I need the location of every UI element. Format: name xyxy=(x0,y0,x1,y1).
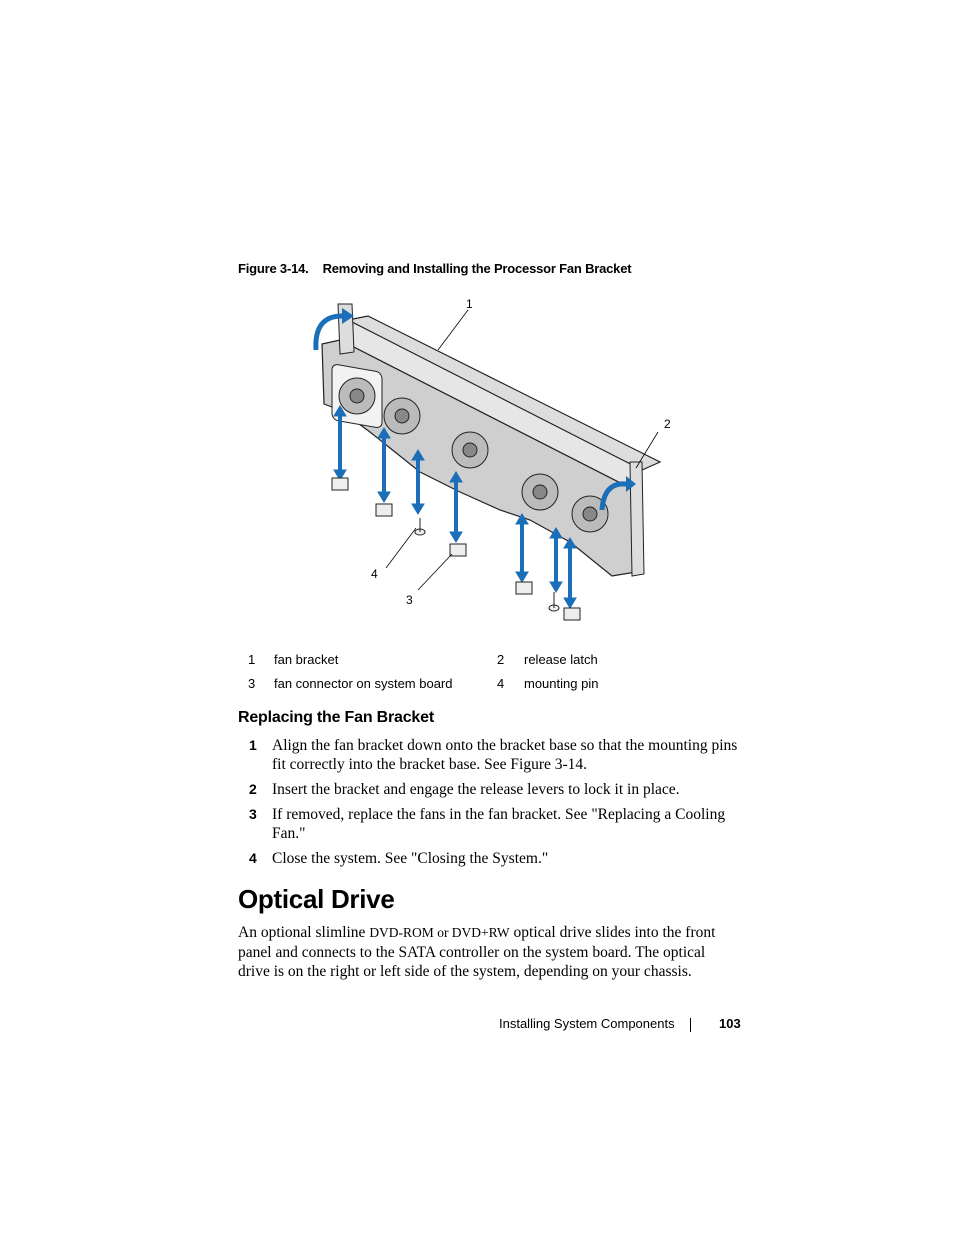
fan-bracket-illustration xyxy=(300,292,690,632)
release-latch-right-icon xyxy=(630,462,644,576)
callout-text: fan bracket xyxy=(274,652,339,667)
callout-text: release latch xyxy=(524,652,598,667)
callout-number: 4 xyxy=(497,676,505,691)
figure-title: Removing and Installing the Processor Fan Bracket xyxy=(322,261,632,276)
callout-text: mounting pin xyxy=(524,676,599,691)
callout-4: 4 xyxy=(371,567,378,581)
step-text: Align the fan bracket down onto the bracket base so that the mounting pins fit correctly into the bracket base. See Figure 3-14. xyxy=(272,737,738,773)
step-text: Insert the bracket and engage the release levers to lock it in place. xyxy=(272,781,680,798)
step-text: If removed, replace the fans in the fan bracket. See "Replacing a Cooling Fan." xyxy=(272,806,726,842)
para-part: optical drive slides into the front panel and connects to the SATA controller on the system board. The optical drive is on the right or left side of the system, depending on your chassis. xyxy=(238,924,716,980)
callout-1: 1 xyxy=(466,297,473,311)
list-item xyxy=(238,780,738,799)
section-title: Optical Drive xyxy=(238,884,395,914)
callout-2: 2 xyxy=(664,417,671,431)
callout-text: fan connector on system board xyxy=(274,676,453,691)
para-part: An optional slimline xyxy=(238,924,370,941)
page-number: 103 xyxy=(719,1016,741,1031)
callout-number: 3 xyxy=(248,676,256,691)
step-number: 4 xyxy=(249,850,257,866)
figure-number: Figure 3-14. xyxy=(238,261,309,276)
mounting-pins xyxy=(415,518,559,611)
step-number: 2 xyxy=(249,781,257,797)
list-item xyxy=(238,805,738,843)
procedure-steps xyxy=(238,736,738,874)
step-number: 3 xyxy=(249,806,257,822)
step-number: 1 xyxy=(249,737,257,753)
step-text: Close the system. See "Closing the System." xyxy=(272,850,549,867)
fan-3-icon xyxy=(452,432,488,468)
fan-4-icon xyxy=(522,474,558,510)
footer-chapter: Installing System Components xyxy=(499,1016,675,1031)
footer-divider xyxy=(690,1018,691,1032)
subsection-title: Replacing the Fan Bracket xyxy=(238,709,434,726)
callout-3: 3 xyxy=(406,593,413,607)
callout-number: 2 xyxy=(497,652,505,667)
callout-number: 1 xyxy=(248,652,256,667)
callout-row xyxy=(238,672,738,696)
list-item xyxy=(238,736,738,774)
callout-row xyxy=(238,648,738,672)
body-paragraph xyxy=(238,923,738,982)
callout-legend xyxy=(238,648,738,696)
list-item xyxy=(238,849,738,868)
figure-caption xyxy=(238,261,631,276)
para-drive-types: DVD-ROM or DVD+RW xyxy=(369,925,510,940)
fan-2-icon xyxy=(384,398,420,434)
